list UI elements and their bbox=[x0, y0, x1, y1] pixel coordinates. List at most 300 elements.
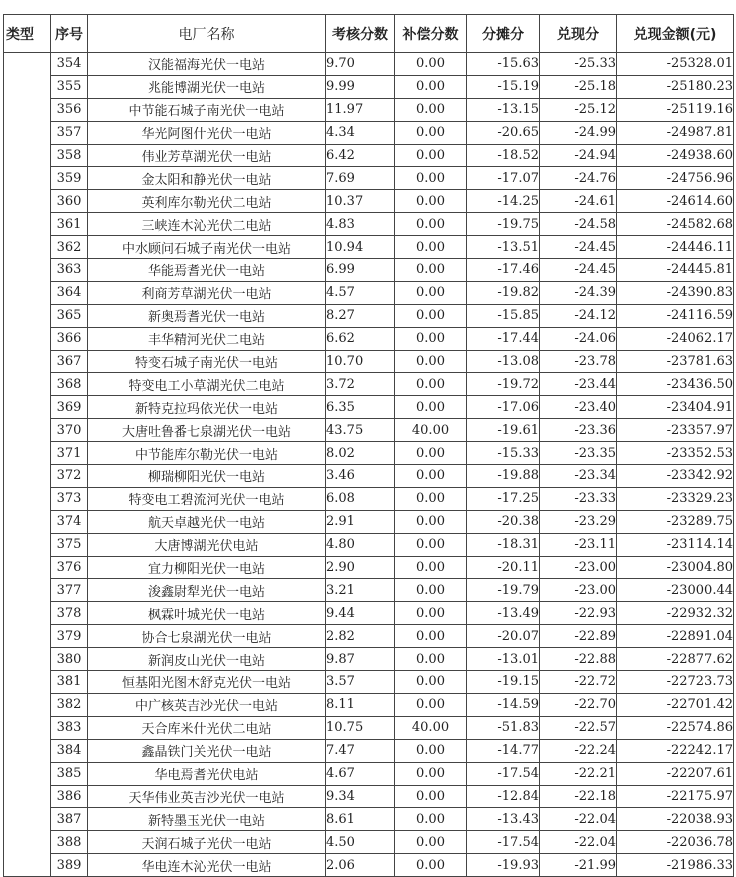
cell-seq: 377 bbox=[51, 579, 88, 602]
cell-plant-name: 利商芳草湖光伏一电站 bbox=[88, 281, 326, 304]
table-row bbox=[4, 327, 734, 350]
cell-share-score: -15.63 bbox=[467, 53, 540, 76]
cell-seq: 357 bbox=[51, 121, 88, 144]
cell-redeem-score: -23.35 bbox=[540, 442, 617, 465]
table-row bbox=[4, 304, 734, 327]
cell-share-score: -19.88 bbox=[467, 465, 540, 488]
cell-share-score: -51.83 bbox=[467, 716, 540, 739]
cell-redeem-score: -22.89 bbox=[540, 625, 617, 648]
cell-redeem-score: -24.76 bbox=[540, 167, 617, 190]
cell-assess-score: 8.11 bbox=[326, 693, 395, 716]
cell-redeem-score: -23.29 bbox=[540, 510, 617, 533]
cell-redeem-score: -22.21 bbox=[540, 762, 617, 785]
cell-plant-name: 华光阿图什光伏一电站 bbox=[88, 121, 326, 144]
cell-seq: 389 bbox=[51, 854, 88, 877]
cell-share-score: -13.49 bbox=[467, 602, 540, 625]
cell-compensation-score: 0.00 bbox=[395, 556, 467, 579]
cell-seq: 384 bbox=[51, 739, 88, 762]
cell-plant-name: 新奥焉耆光伏一电站 bbox=[88, 304, 326, 327]
cell-redeem-amount: -23342.92 bbox=[617, 465, 734, 488]
cell-share-score: -13.51 bbox=[467, 236, 540, 259]
cell-plant-name: 特变石城子南光伏一电站 bbox=[88, 350, 326, 373]
cell-compensation-score: 0.00 bbox=[395, 190, 467, 213]
table-row bbox=[4, 831, 734, 854]
cell-share-score: -14.25 bbox=[467, 190, 540, 213]
cell-redeem-amount: -22723.73 bbox=[617, 671, 734, 694]
cell-plant-name: 天华伟业英吉沙光伏一电站 bbox=[88, 785, 326, 808]
cell-redeem-score: -25.33 bbox=[540, 53, 617, 76]
cell-share-score: -12.84 bbox=[467, 785, 540, 808]
cell-redeem-amount: -22207.61 bbox=[617, 762, 734, 785]
table-row bbox=[4, 739, 734, 762]
cell-share-score: -17.44 bbox=[467, 327, 540, 350]
cell-compensation-score: 0.00 bbox=[395, 396, 467, 419]
cell-share-score: -14.77 bbox=[467, 739, 540, 762]
cell-compensation-score: 0.00 bbox=[395, 487, 467, 510]
cell-redeem-amount: -22038.93 bbox=[617, 808, 734, 831]
table-header bbox=[4, 15, 734, 53]
cell-seq: 361 bbox=[51, 213, 88, 236]
table-row bbox=[4, 785, 734, 808]
table-row bbox=[4, 350, 734, 373]
cell-assess-score: 10.37 bbox=[326, 190, 395, 213]
cell-compensation-score: 0.00 bbox=[395, 854, 467, 877]
cell-assess-score: 6.42 bbox=[326, 144, 395, 167]
cell-redeem-score: -24.58 bbox=[540, 213, 617, 236]
cell-assess-score: 10.70 bbox=[326, 350, 395, 373]
header-seq: 序号 bbox=[51, 15, 88, 53]
cell-compensation-score: 0.00 bbox=[395, 465, 467, 488]
cell-redeem-score: -24.45 bbox=[540, 236, 617, 259]
cell-redeem-score: -22.04 bbox=[540, 808, 617, 831]
cell-redeem-amount: -24582.68 bbox=[617, 213, 734, 236]
cell-redeem-amount: -24062.17 bbox=[617, 327, 734, 350]
cell-seq: 369 bbox=[51, 396, 88, 419]
cell-share-score: -17.06 bbox=[467, 396, 540, 419]
cell-seq: 378 bbox=[51, 602, 88, 625]
header-redeem-amount: 兑现金额(元) bbox=[617, 15, 734, 53]
cell-assess-score: 9.44 bbox=[326, 602, 395, 625]
table-row bbox=[4, 213, 734, 236]
cell-assess-score: 9.70 bbox=[326, 53, 395, 76]
cell-assess-score: 10.75 bbox=[326, 716, 395, 739]
cell-redeem-amount: -24446.11 bbox=[617, 236, 734, 259]
table-row bbox=[4, 167, 734, 190]
cell-share-score: -15.85 bbox=[467, 304, 540, 327]
cell-plant-name: 新特克拉玛依光伏一电站 bbox=[88, 396, 326, 419]
cell-share-score: -19.79 bbox=[467, 579, 540, 602]
cell-redeem-score: -24.12 bbox=[540, 304, 617, 327]
cell-redeem-score: -24.39 bbox=[540, 281, 617, 304]
cell-seq: 374 bbox=[51, 510, 88, 533]
cell-redeem-amount: -24116.59 bbox=[617, 304, 734, 327]
cell-plant-name: 大唐吐鲁番七泉湖光伏一电站 bbox=[88, 419, 326, 442]
cell-redeem-score: -24.99 bbox=[540, 121, 617, 144]
cell-compensation-score: 0.00 bbox=[395, 75, 467, 98]
cell-redeem-amount: -22932.32 bbox=[617, 602, 734, 625]
cell-seq: 364 bbox=[51, 281, 88, 304]
cell-plant-name: 汉能福海光伏一电站 bbox=[88, 53, 326, 76]
cell-redeem-score: -22.04 bbox=[540, 831, 617, 854]
cell-redeem-score: -21.99 bbox=[540, 854, 617, 877]
cell-assess-score: 2.82 bbox=[326, 625, 395, 648]
cell-redeem-amount: -24445.81 bbox=[617, 259, 734, 282]
cell-redeem-score: -23.00 bbox=[540, 579, 617, 602]
cell-redeem-score: -24.61 bbox=[540, 190, 617, 213]
table-row bbox=[4, 396, 734, 419]
cell-assess-score: 9.99 bbox=[326, 75, 395, 98]
cell-compensation-score: 0.00 bbox=[395, 144, 467, 167]
cell-compensation-score: 0.00 bbox=[395, 98, 467, 121]
table-row bbox=[4, 53, 734, 76]
cell-compensation-score: 0.00 bbox=[395, 327, 467, 350]
cell-assess-score: 4.67 bbox=[326, 762, 395, 785]
cell-seq: 379 bbox=[51, 625, 88, 648]
cell-share-score: -13.15 bbox=[467, 98, 540, 121]
cell-plant-name: 航天卓越光伏一电站 bbox=[88, 510, 326, 533]
table-row bbox=[4, 533, 734, 556]
cell-compensation-score: 0.00 bbox=[395, 831, 467, 854]
table-row bbox=[4, 373, 734, 396]
cell-assess-score: 6.08 bbox=[326, 487, 395, 510]
cell-plant-name: 丰华精河光伏二电站 bbox=[88, 327, 326, 350]
cell-redeem-score: -22.18 bbox=[540, 785, 617, 808]
cell-compensation-score: 0.00 bbox=[395, 167, 467, 190]
cell-assess-score: 6.35 bbox=[326, 396, 395, 419]
table-row bbox=[4, 854, 734, 877]
cell-assess-score: 3.57 bbox=[326, 671, 395, 694]
cell-redeem-amount: -21986.33 bbox=[617, 854, 734, 877]
cell-redeem-score: -23.40 bbox=[540, 396, 617, 419]
cell-redeem-score: -23.00 bbox=[540, 556, 617, 579]
cell-redeem-amount: -23289.75 bbox=[617, 510, 734, 533]
cell-redeem-score: -23.33 bbox=[540, 487, 617, 510]
cell-redeem-amount: -22242.17 bbox=[617, 739, 734, 762]
cell-redeem-score: -23.44 bbox=[540, 373, 617, 396]
cell-compensation-score: 0.00 bbox=[395, 213, 467, 236]
header-type: 类型 bbox=[4, 15, 51, 53]
table-row bbox=[4, 510, 734, 533]
cell-seq: 368 bbox=[51, 373, 88, 396]
cell-redeem-score: -23.34 bbox=[540, 465, 617, 488]
cell-redeem-score: -22.57 bbox=[540, 716, 617, 739]
cell-compensation-score: 0.00 bbox=[395, 739, 467, 762]
cell-assess-score: 6.99 bbox=[326, 259, 395, 282]
cell-assess-score: 6.62 bbox=[326, 327, 395, 350]
table-row bbox=[4, 281, 734, 304]
cell-plant-name: 天合库米什光伏二电站 bbox=[88, 716, 326, 739]
cell-share-score: -17.54 bbox=[467, 831, 540, 854]
cell-redeem-amount: -23000.44 bbox=[617, 579, 734, 602]
cell-compensation-score: 0.00 bbox=[395, 693, 467, 716]
cell-compensation-score: 0.00 bbox=[395, 350, 467, 373]
cell-plant-name: 中广核英吉沙光伏一电站 bbox=[88, 693, 326, 716]
cell-seq: 360 bbox=[51, 190, 88, 213]
cell-plant-name: 特变电工小草湖光伏二电站 bbox=[88, 373, 326, 396]
cell-seq: 375 bbox=[51, 533, 88, 556]
table-row bbox=[4, 648, 734, 671]
table-row bbox=[4, 556, 734, 579]
cell-redeem-amount: -23357.97 bbox=[617, 419, 734, 442]
cell-assess-score: 9.34 bbox=[326, 785, 395, 808]
cell-redeem-amount: -22036.78 bbox=[617, 831, 734, 854]
cell-plant-name: 华电焉耆光伏电站 bbox=[88, 762, 326, 785]
cell-seq: 373 bbox=[51, 487, 88, 510]
cell-assess-score: 4.50 bbox=[326, 831, 395, 854]
table-row bbox=[4, 579, 734, 602]
cell-seq: 385 bbox=[51, 762, 88, 785]
cell-assess-score: 7.47 bbox=[326, 739, 395, 762]
cell-seq: 383 bbox=[51, 716, 88, 739]
cell-share-score: -19.61 bbox=[467, 419, 540, 442]
table-row bbox=[4, 121, 734, 144]
cell-assess-score: 8.02 bbox=[326, 442, 395, 465]
cell-redeem-score: -22.24 bbox=[540, 739, 617, 762]
cell-plant-name: 金太阳和静光伏一电站 bbox=[88, 167, 326, 190]
cell-redeem-amount: -22574.86 bbox=[617, 716, 734, 739]
cell-seq: 354 bbox=[51, 53, 88, 76]
cell-compensation-score: 0.00 bbox=[395, 373, 467, 396]
cell-seq: 365 bbox=[51, 304, 88, 327]
cell-seq: 362 bbox=[51, 236, 88, 259]
cell-seq: 388 bbox=[51, 831, 88, 854]
cell-seq: 372 bbox=[51, 465, 88, 488]
cell-plant-name: 大唐博湖光伏电站 bbox=[88, 533, 326, 556]
cell-share-score: -18.52 bbox=[467, 144, 540, 167]
table-row bbox=[4, 693, 734, 716]
cell-share-score: -18.31 bbox=[467, 533, 540, 556]
table-row bbox=[4, 487, 734, 510]
table-body bbox=[4, 53, 734, 877]
cell-share-score: -13.01 bbox=[467, 648, 540, 671]
table-row bbox=[4, 190, 734, 213]
header-assess-score: 考核分数 bbox=[326, 15, 395, 53]
cell-assess-score: 9.87 bbox=[326, 648, 395, 671]
table-row bbox=[4, 259, 734, 282]
cell-redeem-amount: -24938.60 bbox=[617, 144, 734, 167]
header-share-score: 分摊分 bbox=[467, 15, 540, 53]
cell-share-score: -13.08 bbox=[467, 350, 540, 373]
cell-compensation-score: 0.00 bbox=[395, 53, 467, 76]
cell-compensation-score: 0.00 bbox=[395, 304, 467, 327]
cell-plant-name: 天润石城子光伏一电站 bbox=[88, 831, 326, 854]
cell-plant-name: 柳瑞柳阳光伏一电站 bbox=[88, 465, 326, 488]
cell-share-score: -13.43 bbox=[467, 808, 540, 831]
cell-redeem-amount: -23352.53 bbox=[617, 442, 734, 465]
cell-compensation-score: 0.00 bbox=[395, 442, 467, 465]
cell-seq: 366 bbox=[51, 327, 88, 350]
cell-plant-name: 华电连木沁光伏一电站 bbox=[88, 854, 326, 877]
cell-redeem-amount: -23781.63 bbox=[617, 350, 734, 373]
cell-redeem-score: -24.45 bbox=[540, 259, 617, 282]
cell-plant-name: 恒基阳光图木舒克光伏一电站 bbox=[88, 671, 326, 694]
cell-compensation-score: 0.00 bbox=[395, 762, 467, 785]
cell-redeem-amount: -23004.80 bbox=[617, 556, 734, 579]
cell-redeem-score: -23.78 bbox=[540, 350, 617, 373]
cell-redeem-amount: -23404.91 bbox=[617, 396, 734, 419]
cell-seq: 381 bbox=[51, 671, 88, 694]
header-redeem-score: 兑现分 bbox=[540, 15, 617, 53]
cell-compensation-score: 0.00 bbox=[395, 625, 467, 648]
cell-assess-score: 4.80 bbox=[326, 533, 395, 556]
cell-plant-name: 新润皮山光伏一电站 bbox=[88, 648, 326, 671]
cell-redeem-amount: -22701.42 bbox=[617, 693, 734, 716]
table-row bbox=[4, 625, 734, 648]
cell-seq: 363 bbox=[51, 259, 88, 282]
cell-seq: 355 bbox=[51, 75, 88, 98]
cell-redeem-amount: -25328.01 bbox=[617, 53, 734, 76]
cell-assess-score: 8.61 bbox=[326, 808, 395, 831]
cell-seq: 386 bbox=[51, 785, 88, 808]
cell-compensation-score: 0.00 bbox=[395, 121, 467, 144]
cell-redeem-amount: -24756.96 bbox=[617, 167, 734, 190]
cell-plant-name: 枫霖叶城光伏一电站 bbox=[88, 602, 326, 625]
cell-share-score: -20.11 bbox=[467, 556, 540, 579]
cell-compensation-score: 0.00 bbox=[395, 533, 467, 556]
cell-plant-name: 三峡连木沁光伏二电站 bbox=[88, 213, 326, 236]
cell-redeem-score: -22.88 bbox=[540, 648, 617, 671]
cell-seq: 371 bbox=[51, 442, 88, 465]
cell-redeem-score: -22.72 bbox=[540, 671, 617, 694]
header-row bbox=[4, 15, 734, 53]
cell-compensation-score: 40.00 bbox=[395, 716, 467, 739]
cell-share-score: -17.25 bbox=[467, 487, 540, 510]
cell-plant-name: 中节能石城子南光伏一电站 bbox=[88, 98, 326, 121]
cell-assess-score: 3.46 bbox=[326, 465, 395, 488]
table-row bbox=[4, 442, 734, 465]
table-row bbox=[4, 144, 734, 167]
cell-type bbox=[4, 53, 51, 877]
cell-redeem-amount: -25119.16 bbox=[617, 98, 734, 121]
cell-compensation-score: 0.00 bbox=[395, 259, 467, 282]
cell-assess-score: 2.91 bbox=[326, 510, 395, 533]
cell-share-score: -20.07 bbox=[467, 625, 540, 648]
cell-compensation-score: 0.00 bbox=[395, 648, 467, 671]
cell-redeem-amount: -22175.97 bbox=[617, 785, 734, 808]
cell-seq: 370 bbox=[51, 419, 88, 442]
table-row bbox=[4, 671, 734, 694]
cell-plant-name: 鑫晶铁门关光伏一电站 bbox=[88, 739, 326, 762]
cell-seq: 356 bbox=[51, 98, 88, 121]
cell-redeem-amount: -22877.62 bbox=[617, 648, 734, 671]
cell-redeem-score: -25.12 bbox=[540, 98, 617, 121]
cell-plant-name: 兆能博湖光伏一电站 bbox=[88, 75, 326, 98]
cell-assess-score: 11.97 bbox=[326, 98, 395, 121]
cell-compensation-score: 0.00 bbox=[395, 808, 467, 831]
cell-redeem-score: -22.93 bbox=[540, 602, 617, 625]
cell-share-score: -15.19 bbox=[467, 75, 540, 98]
cell-plant-name: 新特墨玉光伏一电站 bbox=[88, 808, 326, 831]
table-row bbox=[4, 419, 734, 442]
cell-compensation-score: 0.00 bbox=[395, 671, 467, 694]
cell-share-score: -19.72 bbox=[467, 373, 540, 396]
cell-redeem-amount: -24390.83 bbox=[617, 281, 734, 304]
table-row bbox=[4, 762, 734, 785]
cell-seq: 376 bbox=[51, 556, 88, 579]
cell-seq: 358 bbox=[51, 144, 88, 167]
cell-plant-name: 浚鑫尉犁光伏一电站 bbox=[88, 579, 326, 602]
cell-redeem-amount: -23436.50 bbox=[617, 373, 734, 396]
cell-compensation-score: 0.00 bbox=[395, 236, 467, 259]
table-row bbox=[4, 75, 734, 98]
cell-assess-score: 10.94 bbox=[326, 236, 395, 259]
table-row bbox=[4, 465, 734, 488]
cell-share-score: -19.82 bbox=[467, 281, 540, 304]
cell-share-score: -19.93 bbox=[467, 854, 540, 877]
cell-plant-name: 协合七泉湖光伏一电站 bbox=[88, 625, 326, 648]
settlement-table bbox=[3, 14, 734, 877]
cell-redeem-score: -25.18 bbox=[540, 75, 617, 98]
cell-redeem-score: -23.36 bbox=[540, 419, 617, 442]
cell-assess-score: 2.90 bbox=[326, 556, 395, 579]
table-row bbox=[4, 716, 734, 739]
cell-assess-score: 43.75 bbox=[326, 419, 395, 442]
cell-share-score: -17.46 bbox=[467, 259, 540, 282]
cell-share-score: -14.59 bbox=[467, 693, 540, 716]
cell-plant-name: 宜力柳阳光伏一电站 bbox=[88, 556, 326, 579]
cell-assess-score: 3.72 bbox=[326, 373, 395, 396]
cell-plant-name: 伟业芳草湖光伏一电站 bbox=[88, 144, 326, 167]
cell-compensation-score: 40.00 bbox=[395, 419, 467, 442]
cell-compensation-score: 0.00 bbox=[395, 510, 467, 533]
cell-assess-score: 4.34 bbox=[326, 121, 395, 144]
cell-redeem-score: -23.11 bbox=[540, 533, 617, 556]
cell-share-score: -15.33 bbox=[467, 442, 540, 465]
cell-share-score: -20.65 bbox=[467, 121, 540, 144]
cell-redeem-amount: -23114.14 bbox=[617, 533, 734, 556]
cell-assess-score: 8.27 bbox=[326, 304, 395, 327]
cell-seq: 367 bbox=[51, 350, 88, 373]
cell-plant-name: 中水顾问石城子南光伏一电站 bbox=[88, 236, 326, 259]
cell-assess-score: 7.69 bbox=[326, 167, 395, 190]
table-row bbox=[4, 236, 734, 259]
cell-share-score: -20.38 bbox=[467, 510, 540, 533]
cell-assess-score: 2.06 bbox=[326, 854, 395, 877]
cell-redeem-score: -24.06 bbox=[540, 327, 617, 350]
cell-assess-score: 3.21 bbox=[326, 579, 395, 602]
cell-redeem-amount: -24614.60 bbox=[617, 190, 734, 213]
cell-seq: 380 bbox=[51, 648, 88, 671]
cell-redeem-amount: -25180.23 bbox=[617, 75, 734, 98]
cell-compensation-score: 0.00 bbox=[395, 579, 467, 602]
cell-assess-score: 4.83 bbox=[326, 213, 395, 236]
cell-redeem-score: -24.94 bbox=[540, 144, 617, 167]
cell-plant-name: 中节能库尔勒光伏一电站 bbox=[88, 442, 326, 465]
cell-assess-score: 4.57 bbox=[326, 281, 395, 304]
table-row bbox=[4, 808, 734, 831]
cell-plant-name: 特变电工碧流河光伏一电站 bbox=[88, 487, 326, 510]
cell-share-score: -19.75 bbox=[467, 213, 540, 236]
cell-seq: 387 bbox=[51, 808, 88, 831]
cell-compensation-score: 0.00 bbox=[395, 281, 467, 304]
cell-redeem-score: -22.70 bbox=[540, 693, 617, 716]
table-row bbox=[4, 98, 734, 121]
header-compensation-score: 补偿分数 bbox=[395, 15, 467, 53]
table-row bbox=[4, 602, 734, 625]
header-plant-name: 电厂名称 bbox=[88, 15, 326, 53]
cell-share-score: -19.15 bbox=[467, 671, 540, 694]
cell-share-score: -17.07 bbox=[467, 167, 540, 190]
cell-seq: 382 bbox=[51, 693, 88, 716]
cell-redeem-amount: -22891.04 bbox=[617, 625, 734, 648]
cell-share-score: -17.54 bbox=[467, 762, 540, 785]
cell-redeem-amount: -24987.81 bbox=[617, 121, 734, 144]
cell-plant-name: 华能焉耆光伏一电站 bbox=[88, 259, 326, 282]
cell-redeem-amount: -23329.23 bbox=[617, 487, 734, 510]
cell-compensation-score: 0.00 bbox=[395, 785, 467, 808]
cell-plant-name: 英利库尔勒光伏二电站 bbox=[88, 190, 326, 213]
cell-seq: 359 bbox=[51, 167, 88, 190]
